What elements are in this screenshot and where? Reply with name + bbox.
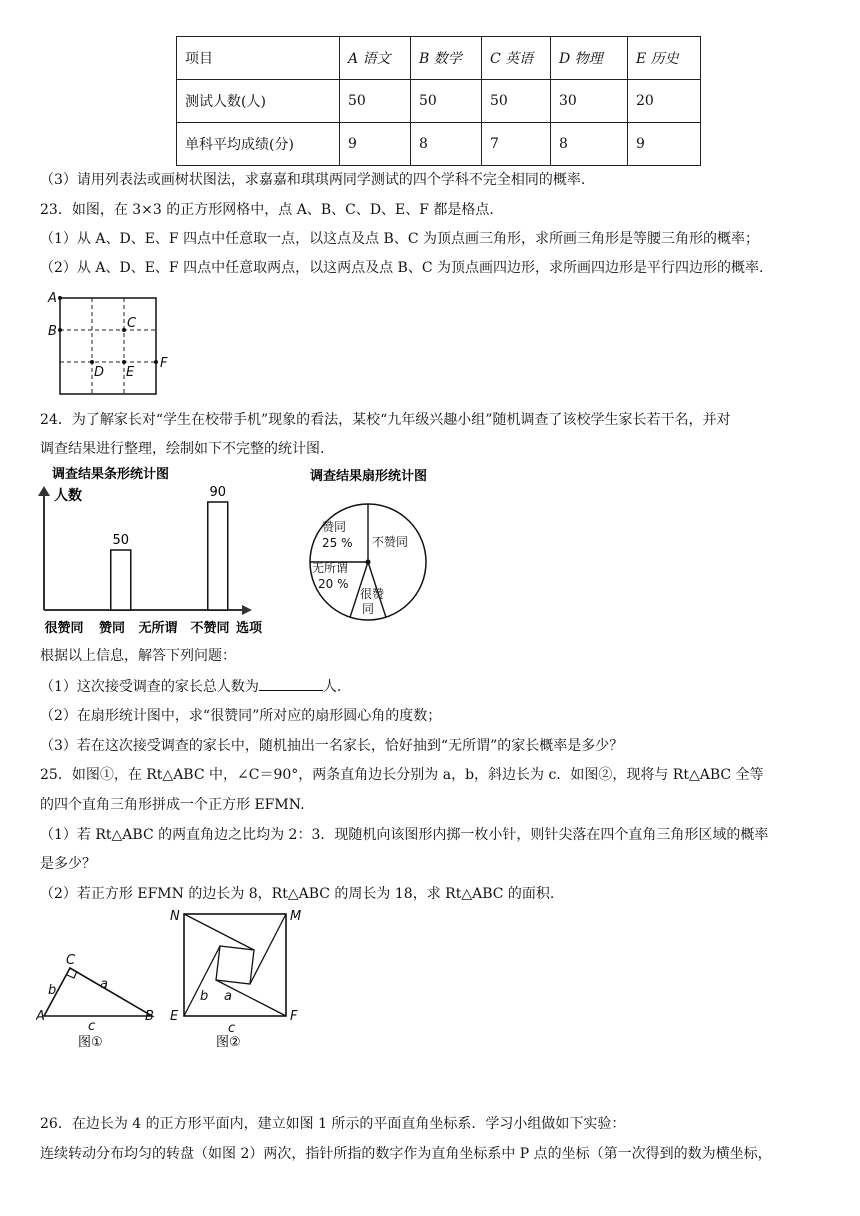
q26-line1: 26．在边长为 4 的正方形平面内，建立如图 1 所示的平面直角坐标系．学习小组做如下实验： xyxy=(40,1116,626,1132)
table-cell: 50 xyxy=(411,80,482,123)
q24-part1 xyxy=(40,676,341,697)
table-cell: A 语文 xyxy=(340,37,411,80)
table-cell: 50 xyxy=(482,80,551,123)
fig1-label-side-c: c xyxy=(88,1019,96,1034)
table-row xyxy=(177,80,701,123)
fig2-label-n: N xyxy=(170,909,180,924)
fig2-caption: 图② xyxy=(216,1035,241,1050)
q24-stem-line1: 24．为了解家长对“学生在校带手机”现象的看法，某校“九年级兴趣小组”随机调查了该校学生家长若干名，并对 xyxy=(40,412,731,428)
point-d xyxy=(90,360,94,364)
y-axis-label: 人数 xyxy=(54,488,82,504)
pie-center xyxy=(366,560,371,565)
q25-figure1 xyxy=(36,950,166,1050)
table-cell: 7 xyxy=(482,123,551,166)
point-a xyxy=(58,296,62,300)
table-cell: 测试人数(人) xyxy=(177,80,340,123)
q25-figure2 xyxy=(166,908,306,1050)
y-axis-arrow xyxy=(38,486,50,496)
pie-pct-zantong: 25 % xyxy=(322,536,353,550)
pie-chart-title: 调查结果扇形统计图 xyxy=(310,469,428,484)
table-cell: 20 xyxy=(628,80,701,123)
bar-1 xyxy=(111,550,131,610)
table-cell: 9 xyxy=(340,123,411,166)
pie-label-part: 很赞 xyxy=(360,587,385,601)
fig2-label-side-b: b xyxy=(200,989,209,1004)
table-cell: B 数学 xyxy=(411,37,482,80)
table-header-row xyxy=(177,37,701,80)
q25-part1-line2: 是多少？ xyxy=(40,856,96,872)
label-a: A xyxy=(48,291,57,306)
q23-part1: （1）从 A、D、E、F 四点中任意取一点，以这点及点 B、C 为顶点画三角形，求所画三角形是等腰三角形的概率； xyxy=(40,231,759,247)
label-d: D xyxy=(94,365,105,380)
table-cell: 50 xyxy=(340,80,411,123)
fig2-label-f: F xyxy=(290,1009,298,1024)
x-axis-label: 选项 xyxy=(236,621,263,636)
grid-border xyxy=(60,298,156,394)
point-f xyxy=(154,360,158,364)
q25-part1-line1: （1）若 Rt△ABC 的两直角边之比均为 2：3．现随机向该图形内掷一枚小针，则针尖落在四个直角三角形区域的概率 xyxy=(40,827,769,843)
q24-part3: （3）若在这次接受调查的家长中，随机抽出一名家长，恰好抽到“无所谓”的家长概率是多少？ xyxy=(40,738,624,754)
pie-label-buzantong: 不赞同 xyxy=(372,535,409,549)
score-table xyxy=(176,36,701,166)
label-e: E xyxy=(126,365,135,380)
table-cell: 8 xyxy=(411,123,482,166)
table-cell: C 英语 xyxy=(482,37,551,80)
label-c: C xyxy=(127,316,137,331)
inner-line xyxy=(250,914,286,984)
fig1-caption: 图① xyxy=(78,1035,103,1050)
bar-category-label: 赞同 xyxy=(98,621,126,636)
bar-chart xyxy=(38,462,278,640)
table-cell: 8 xyxy=(551,123,628,166)
point-b xyxy=(58,328,62,332)
bar-data-label: 50 xyxy=(112,533,130,548)
pie-label-wusuowei: 无所谓 xyxy=(312,561,349,575)
q25-stem-line2: 的四个直角三角形拼成一个正方形 EFMN. xyxy=(40,797,305,813)
q23-stem: 23．如图，在 3×3 的正方形网格中，点 A、B、C、D、E、F 都是格点. xyxy=(40,202,494,218)
fig2-label-e: E xyxy=(170,1009,179,1024)
pie-label-part: 同 xyxy=(362,602,375,616)
bar-chart-title: 调查结果条形统计图 xyxy=(52,467,170,482)
bar-category-label: 不赞同 xyxy=(190,621,230,636)
pie-label-zantong: 赞同 xyxy=(322,520,347,534)
fig1-label-c-vertex: C xyxy=(66,953,76,968)
bar-3 xyxy=(208,502,228,610)
fig1-label-a-vertex: A xyxy=(36,1009,45,1024)
pie-pct-wusuowei: 20 % xyxy=(318,577,349,591)
q24-intro: 根据以上信息，解答下列问题： xyxy=(40,648,236,664)
q25-part2: （2）若正方形 EFMN 的边长为 8，Rt△ABC 的周长为 18，求 Rt△ABC 的面积. xyxy=(40,886,555,902)
q24-part1-unit: 人. xyxy=(322,679,342,695)
x-axis-arrow xyxy=(242,605,252,615)
q25-stem-line1: 25．如图①，在 Rt△ABC 中，∠C＝90°，两条直角边长分别为 a，b，斜边长为 c．如图②，现将与 Rt△ABC 全等 xyxy=(40,767,764,783)
fig1-label-b-vertex: B xyxy=(145,1009,154,1024)
inner-square xyxy=(216,946,254,984)
pie-chart xyxy=(300,462,460,632)
bar-category-label: 无所谓 xyxy=(138,621,178,636)
q23-grid-figure xyxy=(40,290,180,402)
bar-data-label: 90 xyxy=(209,485,227,500)
table-cell: 30 xyxy=(551,80,628,123)
inner-line xyxy=(184,914,254,950)
table-cell: D 物理 xyxy=(551,37,628,80)
inner-line xyxy=(184,946,220,1016)
q26-line2: 连续转动分布均匀的转盘（如图 2）两次，指针所指的数字作为直角坐标系中 P 点的坐标（第一次得到的数为横坐标， xyxy=(40,1146,772,1162)
table-row xyxy=(177,123,701,166)
q24-stem-line2: 调查结果进行整理，绘制如下不完整的统计图. xyxy=(40,441,325,457)
answer-blank xyxy=(259,676,323,691)
label-b: B xyxy=(48,324,57,339)
label-f: F xyxy=(160,356,168,371)
table-cell: 项目 xyxy=(177,37,340,80)
q22-part3: （3）请用列表法或画树状图法，求嘉嘉和琪琪两同学测试的四个学科不完全相同的概率. xyxy=(40,172,586,188)
fig1-label-side-a: a xyxy=(100,977,108,992)
q24-part2: （2）在扇形统计图中，求“很赞同”所对应的扇形圆心角的度数； xyxy=(40,708,442,724)
table-cell: E 历史 xyxy=(628,37,701,80)
point-c xyxy=(122,328,126,332)
fig1-label-side-b: b xyxy=(48,983,57,998)
triangle-abc xyxy=(44,968,152,1016)
point-e xyxy=(122,360,126,364)
fig2-label-m: M xyxy=(290,909,302,924)
q24-part1-text: （1）这次接受调查的家长总人数为 xyxy=(40,679,259,695)
fig2-label-side-a: a xyxy=(224,989,232,1004)
table-cell: 9 xyxy=(628,123,701,166)
fig2-label-side-c: c xyxy=(228,1021,236,1036)
bar-category-label: 很赞同 xyxy=(44,621,84,636)
q23-part2: （2）从 A、D、E、F 四点中任意取两点，以这两点及点 B、C 为顶点画四边形，求所画四边形是平行四边形的概率. xyxy=(40,260,764,276)
table-cell: 单科平均成绩(分) xyxy=(177,123,340,166)
